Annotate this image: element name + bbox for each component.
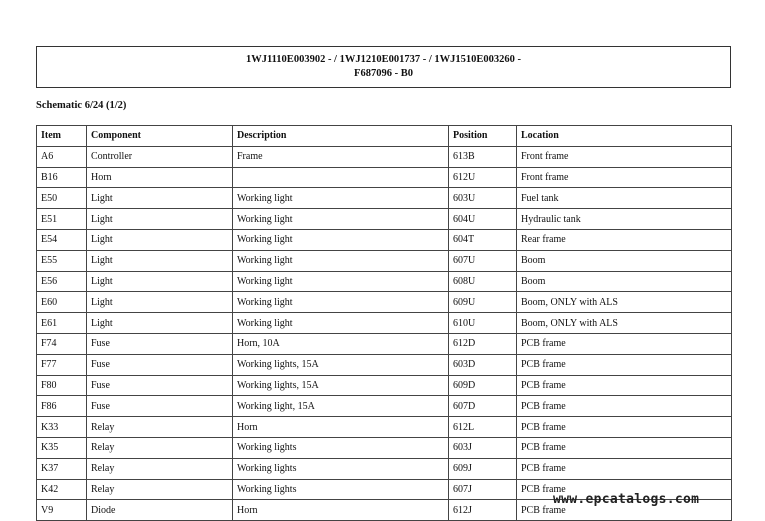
cell-position: 603D	[449, 354, 517, 375]
cell-location: PCB frame	[517, 500, 732, 521]
cell-component: Relay	[87, 437, 233, 458]
cell-description: Working lights	[233, 437, 449, 458]
cell-location: PCB frame	[517, 437, 732, 458]
cell-component: Light	[87, 229, 233, 250]
cell-component: Light	[87, 292, 233, 313]
cell-item: E60	[37, 292, 87, 313]
cell-position: 612L	[449, 417, 517, 438]
table-row	[37, 396, 732, 417]
cell-location: Boom, ONLY with ALS	[517, 313, 732, 334]
cell-component: Fuse	[87, 396, 233, 417]
cell-component: Light	[87, 250, 233, 271]
table-row	[37, 354, 732, 375]
cell-description: Working lights, 15A	[233, 354, 449, 375]
cell-component: Fuse	[87, 354, 233, 375]
cell-component: Horn	[87, 167, 233, 188]
cell-location: PCB frame	[517, 354, 732, 375]
cell-description: Working lights, 15A	[233, 375, 449, 396]
table-row	[37, 333, 732, 354]
header-serial-line: 1WJ1110E003902 - / 1WJ1210E001737 - / 1WJ1510E003260 -	[245, 54, 522, 65]
cell-item: F80	[37, 375, 87, 396]
cell-description: Working light	[233, 229, 449, 250]
cell-item: F86	[37, 396, 87, 417]
cell-position: 612D	[449, 333, 517, 354]
cell-description: Horn	[233, 500, 449, 521]
cell-position: 604T	[449, 229, 517, 250]
cell-description	[233, 167, 449, 188]
cell-component: Relay	[87, 458, 233, 479]
header-part-line: F687096 - B0	[354, 68, 413, 79]
cell-component: Fuse	[87, 333, 233, 354]
cell-location: Boom	[517, 250, 732, 271]
cell-component: Diode	[87, 500, 233, 521]
cell-item: K35	[37, 437, 87, 458]
cell-item: V9	[37, 500, 87, 521]
cell-component: Relay	[87, 479, 233, 500]
cell-position: 607U	[449, 250, 517, 271]
cell-position: 612J	[449, 500, 517, 521]
cell-position: 610U	[449, 313, 517, 334]
section-title: Schematic 6/24 (1/2)	[36, 100, 127, 111]
cell-item: A6	[37, 146, 87, 167]
cell-description: Horn, 10A	[233, 333, 449, 354]
table-row	[37, 375, 732, 396]
cell-component: Light	[87, 209, 233, 230]
cell-item: B16	[37, 167, 87, 188]
cell-item: E50	[37, 188, 87, 209]
cell-description: Working light	[233, 292, 449, 313]
table-row	[37, 167, 732, 188]
cell-location: Fuel tank	[517, 188, 732, 209]
column-header-location: Location	[517, 126, 732, 147]
cell-location: Rear frame	[517, 229, 732, 250]
cell-position: 613B	[449, 146, 517, 167]
cell-item: E55	[37, 250, 87, 271]
cell-item: E61	[37, 313, 87, 334]
cell-position: 609U	[449, 292, 517, 313]
cell-item: K37	[37, 458, 87, 479]
cell-description: Working light	[233, 188, 449, 209]
cell-position: 608U	[449, 271, 517, 292]
column-header-component: Component	[87, 126, 233, 147]
table-row	[37, 250, 732, 271]
column-header-item: Item	[37, 126, 87, 147]
document-header	[36, 46, 731, 88]
cell-position: 607J	[449, 479, 517, 500]
cell-position: 603U	[449, 188, 517, 209]
cell-location: Front frame	[517, 146, 732, 167]
table-row	[37, 146, 732, 167]
cell-item: E54	[37, 229, 87, 250]
cell-description: Frame	[233, 146, 449, 167]
watermark-text: www.epcatalogs.com	[553, 492, 700, 507]
cell-location: PCB frame	[517, 396, 732, 417]
cell-location: PCB frame	[517, 333, 732, 354]
cell-component: Light	[87, 188, 233, 209]
cell-description: Working light	[233, 271, 449, 292]
cell-description: Working lights	[233, 479, 449, 500]
cell-description: Horn	[233, 417, 449, 438]
table-row	[37, 417, 732, 438]
table-row	[37, 313, 732, 334]
table-row	[37, 229, 732, 250]
cell-position: 604U	[449, 209, 517, 230]
column-header-description: Description	[233, 126, 449, 147]
cell-item: F77	[37, 354, 87, 375]
cell-description: Working lights	[233, 458, 449, 479]
cell-position: 603J	[449, 437, 517, 458]
cell-location: Boom	[517, 271, 732, 292]
cell-location: PCB frame	[517, 458, 732, 479]
cell-description: Working light, 15A	[233, 396, 449, 417]
cell-location: PCB frame	[517, 375, 732, 396]
cell-description: Working light	[233, 250, 449, 271]
cell-location: Hydraulic tank	[517, 209, 732, 230]
column-header-position: Position	[449, 126, 517, 147]
cell-item: E51	[37, 209, 87, 230]
cell-component: Light	[87, 313, 233, 334]
cell-component: Relay	[87, 417, 233, 438]
cell-item: K33	[37, 417, 87, 438]
table-row	[37, 458, 732, 479]
table-row	[37, 188, 732, 209]
cell-item: F74	[37, 333, 87, 354]
cell-location: PCB frame	[517, 417, 732, 438]
cell-location: Boom, ONLY with ALS	[517, 292, 732, 313]
table-row	[37, 271, 732, 292]
parts-table	[36, 125, 732, 521]
table-row	[37, 437, 732, 458]
cell-position: 612U	[449, 167, 517, 188]
cell-item: K42	[37, 479, 87, 500]
cell-description: Working light	[233, 209, 449, 230]
table-row	[37, 209, 732, 230]
table-row	[37, 292, 732, 313]
cell-item: E56	[37, 271, 87, 292]
cell-position: 607D	[449, 396, 517, 417]
cell-component: Controller	[87, 146, 233, 167]
table-header-row	[37, 126, 732, 147]
cell-position: 609D	[449, 375, 517, 396]
cell-location: Front frame	[517, 167, 732, 188]
cell-component: Light	[87, 271, 233, 292]
table-body	[37, 146, 732, 520]
cell-location: PCB frame	[517, 479, 732, 500]
cell-description: Working light	[233, 313, 449, 334]
cell-position: 609J	[449, 458, 517, 479]
cell-component: Fuse	[87, 375, 233, 396]
